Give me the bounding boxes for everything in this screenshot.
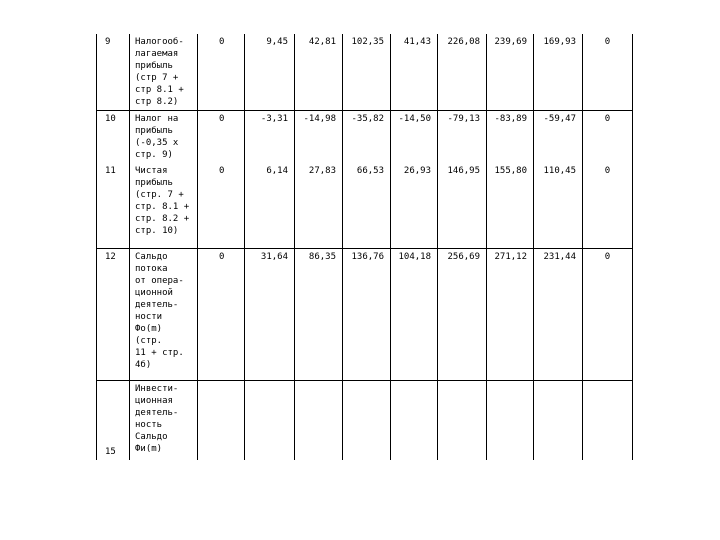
value-cell: 66,53: [343, 163, 391, 248]
value-cell: 226,08: [438, 34, 487, 111]
table-row: [97, 380, 633, 460]
value-cell: 136,76: [343, 248, 391, 380]
value-cell: 146,95: [438, 163, 487, 248]
value-cell: 239,69: [487, 34, 534, 111]
value-cell: 0: [583, 248, 633, 380]
value-cell: 0: [583, 163, 633, 248]
value-cell: 41,43: [391, 34, 438, 111]
value-cell: -3,31: [245, 111, 295, 164]
value-cell: 104,18: [391, 248, 438, 380]
table-row: [97, 163, 633, 248]
value-cell: 0: [583, 111, 633, 164]
value-cell: 0: [198, 111, 245, 164]
value-cell: -59,47: [534, 111, 583, 164]
row-label: Налогооб- лагаемая прибыль (стр 7 + стр 8.1 + стр 8.2): [130, 34, 198, 111]
table-row: [97, 34, 633, 111]
cash-flow-table: [96, 34, 633, 460]
value-cell: 0: [198, 163, 245, 248]
value-cell: 256,69: [438, 248, 487, 380]
financial-table: [96, 34, 632, 460]
row-number: 12: [97, 248, 130, 380]
value-cell: 110,45: [534, 163, 583, 248]
row-label: Сальдо потока от опера- ционной деятель- ности Фо(m) (стр. 11 + стр. 4б): [130, 248, 198, 380]
value-cell: 231,44: [534, 248, 583, 380]
row-label: Налог на прибыль (-0,35 x стр. 9): [130, 111, 198, 164]
value-cell: 26,93: [391, 163, 438, 248]
value-cell: 271,12: [487, 248, 534, 380]
value-cell: [391, 380, 438, 460]
value-cell: -14,50: [391, 111, 438, 164]
value-cell: [245, 380, 295, 460]
row-number: 15: [97, 380, 130, 460]
table-row: [97, 248, 633, 380]
value-cell: [534, 380, 583, 460]
value-cell: 27,83: [295, 163, 343, 248]
value-cell: 0: [198, 248, 245, 380]
value-cell: -83,89: [487, 111, 534, 164]
value-cell: 0: [198, 34, 245, 111]
row-number: 11: [97, 163, 130, 248]
row-label: Инвести- ционная деятель- ность Сальдо Фи(m): [130, 380, 198, 460]
value-cell: 9,45: [245, 34, 295, 111]
value-cell: 169,93: [534, 34, 583, 111]
row-number: 9: [97, 34, 130, 111]
value-cell: [295, 380, 343, 460]
value-cell: -35,82: [343, 111, 391, 164]
value-cell: 155,80: [487, 163, 534, 248]
value-cell: [438, 380, 487, 460]
row-number: 10: [97, 111, 130, 164]
value-cell: 102,35: [343, 34, 391, 111]
value-cell: -14,98: [295, 111, 343, 164]
value-cell: [583, 380, 633, 460]
value-cell: 0: [583, 34, 633, 111]
value-cell: 6,14: [245, 163, 295, 248]
value-cell: 42,81: [295, 34, 343, 111]
value-cell: [343, 380, 391, 460]
value-cell: [198, 380, 245, 460]
table-row: [97, 111, 633, 164]
value-cell: 31,64: [245, 248, 295, 380]
value-cell: -79,13: [438, 111, 487, 164]
row-label: Чистая прибыль (стр. 7 + стр. 8.1 + стр. 8.2 + стр. 10): [130, 163, 198, 248]
value-cell: 86,35: [295, 248, 343, 380]
value-cell: [487, 380, 534, 460]
